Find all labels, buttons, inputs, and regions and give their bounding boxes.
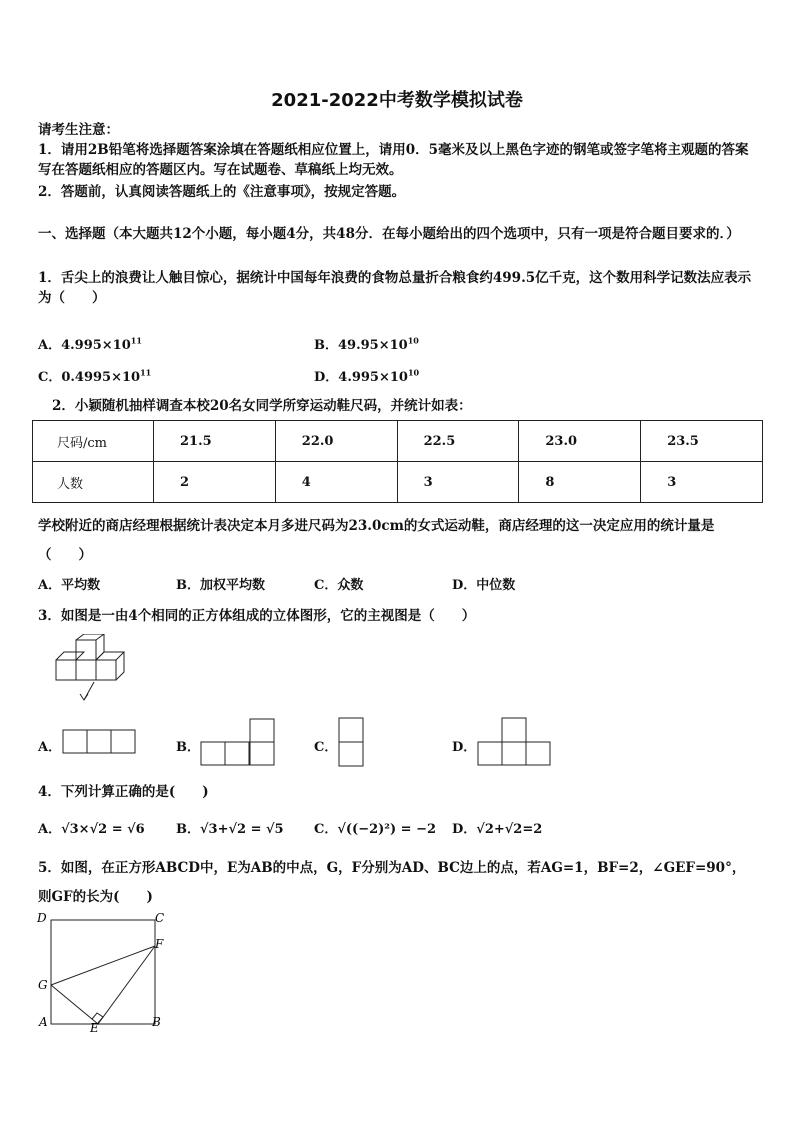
q4-option-c-expression: √((−2)²) = −2: [337, 822, 437, 837]
q5-stem: 5．如图，在正方形ABCD中，E为AB的中点，G，F分别为AD、BC边上的点，若AG=1，BF=2，∠GEF=90°，则GF的长为( ): [38, 860, 746, 905]
q4-option-d-expression: √2+√2=2: [476, 822, 543, 837]
q3-option-b[interactable]: B．: [176, 740, 200, 755]
q4-option-b[interactable]: B．√3+√2 = √5: [176, 822, 284, 837]
q4-option-c[interactable]: C．√((−2)²) = −2: [314, 822, 437, 837]
table-header-count: 人数: [33, 462, 154, 503]
q1-option-d[interactable]: D．$4.995\times 10^{10}$: [314, 367, 420, 385]
q4-option-d[interactable]: D．√2+√2=2: [452, 822, 543, 837]
q3-option-b-figure: [200, 718, 276, 766]
q4-option-b-expression: √3+√2 = √5: [200, 822, 284, 837]
table-cell: 2: [154, 462, 276, 503]
q3-option-a[interactable]: A．: [38, 740, 62, 755]
q1-option-b[interactable]: B．$49.95\times 10^{10}$: [314, 335, 419, 353]
q2-option-b[interactable]: B．加权平均数: [176, 578, 265, 593]
label-b: B: [152, 1015, 161, 1029]
label-e: E: [90, 1021, 99, 1035]
page-title: 2021-2022中考数学模拟试卷: [271, 90, 523, 111]
shoe-size-table: [32, 420, 763, 503]
label-g: G: [38, 978, 48, 992]
label-f: F: [155, 937, 164, 951]
q1-option-a[interactable]: A．$4.995\times 10^{11}$: [38, 335, 142, 353]
notice-item-2: 2．答题前，认真阅读答题纸上的《注意事项》，按规定答题。: [38, 184, 406, 200]
q4-stem: 4．下列计算正确的是( ): [38, 784, 209, 800]
label-d: D: [37, 911, 47, 925]
q2-option-c[interactable]: C．众数: [314, 578, 364, 593]
label-a: A: [39, 1015, 48, 1029]
q3-option-c-figure: [338, 717, 366, 767]
q4-option-a-expression: √3×√2 = √6: [61, 822, 145, 837]
notice-heading: 请考生注意：: [38, 122, 119, 138]
table-cell: 4: [275, 462, 397, 503]
label-c: C: [155, 911, 165, 925]
cube-solid-figure: [54, 634, 126, 706]
q4-option-a[interactable]: A．√3×√2 = √6: [38, 822, 145, 837]
q3-option-d[interactable]: D．: [452, 740, 477, 755]
table-cell: 22.0: [275, 421, 397, 462]
table-cell: 21.5: [154, 421, 276, 462]
table-row: [33, 462, 763, 503]
q2-stem: 2．小颖随机抽样调查本校20名女同学所穿运动鞋尺码，并统计如表：: [52, 398, 472, 414]
q1-option-c[interactable]: C．$0.4995\times 10^{11}$: [38, 367, 152, 385]
table-cell: 23.5: [641, 421, 763, 462]
notice-item-1: 1．请用2B铅笔将选择题答案涂填在答题纸相应位置上，请用0．5毫米及以上黑色字迹的钢笔或签字笔将主观题的答案写在答题纸相应的答题区内。写在试题卷、草稿纸上均无效。: [38, 142, 749, 178]
q2-follow: 学校附近的商店经理根据统计表决定本月多进尺码为23.0cm的女式运动鞋，商店经理的这一决定应用的统计量是（ ）: [38, 518, 715, 563]
q2-option-d[interactable]: D．中位数: [452, 578, 516, 593]
table-cell: 22.5: [397, 421, 519, 462]
section-heading: 一、选择题（本大题共12个小题，每小题4分，共48分．在每小题给出的四个选项中，只有一项是符合题目要求的．）: [38, 226, 740, 242]
table-cell: 3: [397, 462, 519, 503]
table-row: [33, 421, 763, 462]
q3-option-a-figure: [62, 729, 138, 755]
table-cell: 3: [641, 462, 763, 503]
square-abcd-figure: [34, 908, 170, 1036]
q2-option-a[interactable]: A．平均数: [38, 578, 101, 593]
table-cell: 23.0: [519, 421, 641, 462]
q1-stem: 1．舌尖上的浪费让人触目惊心，据统计中国每年浪费的食物总量折合粮食约499.5亿千克，这个数用科学记数法应表示为（ ）: [38, 270, 752, 306]
q3-stem: 3．如图是一由4个相同的正方体组成的立体图形，它的主视图是（ ）: [38, 608, 476, 624]
table-header-size: 尺码/cm: [33, 421, 154, 462]
q3-option-c[interactable]: C．: [314, 740, 338, 755]
q3-option-d-figure: [477, 717, 553, 767]
table-cell: 8: [519, 462, 641, 503]
